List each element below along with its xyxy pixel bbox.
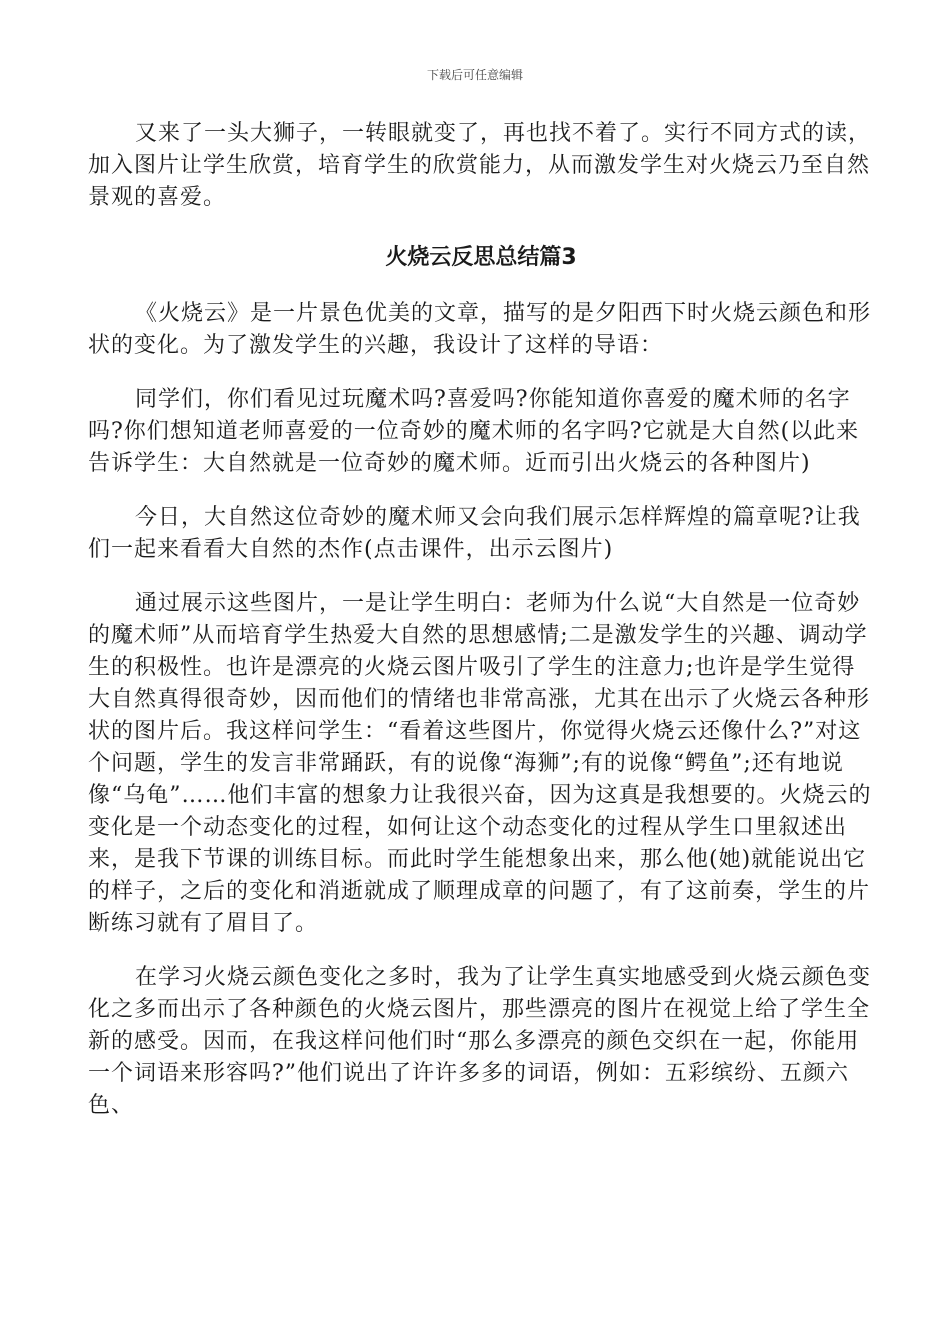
paragraph-intro: 又来了一头大狮子，一转眼就变了，再也找不着了。实行不同方式的读，加入图片让学生欣赏，培育学生的欣赏能力，从而激发学生对火烧云乃至自然景观的喜爱。 <box>88 121 872 210</box>
page-header: 下载后可任意编辑 <box>426 68 523 82</box>
document-body <box>88 118 874 1144</box>
paragraph-4: 通过展示这些图片，一是让学生明白：老师为什么说“大自然是一位奇妙的魔术师”从而培育学生热爱大自然的思想感情;二是激发学生的兴趣、调动学生的积极性。也许是漂亮的火烧云图片吸引了学生的注意力;也许是学生觉得大自然真得很奇妙，因而他们的情绪也非常高涨，尤其在出示了火烧云各种形状的图片后。我这样问学生：“看着这些图片，你觉得火烧云还像什么?”对这个问题，学生的发言非常踊跃，有的说像“海狮”;有的说像“鳄鱼”;还有地说像“乌龟”……他们丰富的想象力让我很兴奋，因为这真是我想要的。火烧云的变化是一个动态变化的过程，如何让这个动态变化的过程从学生口里叙述出来，是我下节课的训练目标。而此时学生能想象出来，那么他(她)就能说出它的样子，之后的变化和消逝就成了顺理成章的问题了，有了这前奏，学生的片断练习就有了眉目了。 <box>88 591 872 936</box>
paragraph-1: 《火烧云》是一片景色优美的文章，描写的是夕阳西下时火烧云颜色和形状的变化。为了激发学生的兴趣，我设计了这样的导语： <box>88 301 872 358</box>
section-title: 火烧云反思总结篇3 <box>385 245 577 270</box>
paragraph-2: 同学们，你们看见过玩魔术吗?喜爱吗?你能知道你喜爱的魔术师的名字吗?你们想知道老师喜爱的一位奇妙的魔术师的名字吗?它就是大自然(以此来告诉学生：大自然就是一位奇妙的魔术师。近而引出火烧云的各种图片) <box>88 387 860 476</box>
paragraph-5: 在学习火烧云颜色变化之多时，我为了让学生真实地感受到火烧云颜色变化之多而出示了各种颜色的火烧云图片，那些漂亮的图片在视觉上给了学生全新的感受。因而，在我这样问他们时“那么多漂亮的颜色交织在一起，你能用一个词语来形容吗?”他们说出了许许多多的词语，例如：五彩缤纷、五颜六色、 <box>88 965 872 1118</box>
paragraph-3: 今日，大自然这位奇妙的魔术师又会向我们展示怎样辉煌的篇章呢?让我们一起来看看大自然的杰作(点击课件，出示云图片) <box>88 505 861 562</box>
